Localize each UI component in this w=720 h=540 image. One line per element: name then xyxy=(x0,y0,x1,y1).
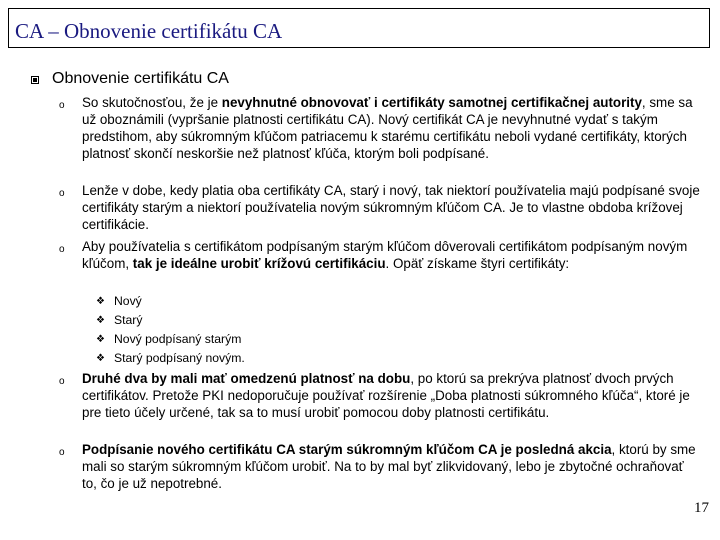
circle-bullet-icon: o xyxy=(59,376,65,387)
diamond-bullet-icon: ❖ xyxy=(96,353,105,364)
square-bullet-icon xyxy=(31,76,39,84)
bullet-3-text-c: . Opäť získame štyri certifikáty: xyxy=(385,256,570,271)
bullet-2-text-a: Lenže v dobe, kedy platia oba certifikáty CA, starý i nový, tak niektorí používatelia majú podpísané svoje certifikáty starým a niektorí používatelia novým súkromným kľúčom CA. Je to vlastne obdoba krížovej certifikácie. xyxy=(82,183,700,232)
bullet-2 xyxy=(82,182,700,233)
sub-bullet-3: Nový podpísaný starým xyxy=(114,332,242,346)
circle-bullet-icon: o xyxy=(59,100,65,111)
page-number: 17 xyxy=(694,500,709,516)
bullet-4-text-b: , po ktorú sa prekrýva platnosť dvoch prvých certifikátov. Pretože PKI nedoporučuje používať rozšírenie „Doba platnosti súkromného kľúča“, ktoré je pre tieto účely určené, tak sa to musí urobiť pomocou doby platnosti certifikátu. xyxy=(82,371,690,420)
bullet-3 xyxy=(82,238,700,272)
bullet-1-text-a: So skutočnosťou, že je xyxy=(82,95,222,110)
circle-bullet-icon: o xyxy=(59,447,65,458)
bullet-4-text-a: Druhé dva by mali mať omedzenú platnosť na dobu xyxy=(82,371,411,386)
sub-bullet-2: Starý xyxy=(114,313,143,327)
sub-bullet-1: Nový xyxy=(114,294,142,308)
circle-bullet-icon: o xyxy=(59,188,65,199)
circle-bullet-icon: o xyxy=(59,244,65,255)
diamond-bullet-icon: ❖ xyxy=(96,296,105,307)
title-box xyxy=(8,8,710,48)
bullet-3-text-b: tak je ideálne urobiť krížovú certifikáciu xyxy=(132,256,386,271)
section-heading: Obnovenie certifikátu CA xyxy=(52,70,229,87)
sub-bullet-4: Starý podpísaný novým. xyxy=(114,351,245,365)
bullet-4 xyxy=(82,370,700,421)
bullet-1-text-b: nevyhnutné obnovovať i certifikáty samotnej certifikačnej autority xyxy=(221,95,642,110)
bullet-1-text-c: , sme sa už oboznámili (vypršanie platnosti certifikátu CA). Nový certifikát CA je nevyhnutné vydať s takým predstihom, aby súkromným kľúčom patriacemu k starému certifikátu neboli vydané certifikáty, ktorých platnosť skončí neskoršie než platnosť kľúča, ktorým boli podpísané. xyxy=(82,95,693,161)
diamond-bullet-icon: ❖ xyxy=(96,334,105,345)
bullet-5-text-b: , ktorú by sme mali so starým súkromným kľúčom urobiť. Na to by mal byť zlikvidovaný, lebo je zbytočné ochraňovať to, čo je už nepotrebné. xyxy=(82,442,696,491)
bullet-5 xyxy=(82,441,700,492)
diamond-bullet-icon: ❖ xyxy=(96,315,105,326)
bullet-5-text-a: Podpísanie nového certifikátu CA starým súkromným kľúčom CA je posledná akcia xyxy=(82,442,612,457)
slide-title: CA – Obnovenie certifikátu CA xyxy=(15,19,283,43)
bullet-1 xyxy=(82,94,700,162)
bullet-3-text-a: Aby používatelia s certifikátom podpísaným starým kľúčom dôverovali certifikátom podpísaným novým kľúčom, xyxy=(82,239,688,271)
